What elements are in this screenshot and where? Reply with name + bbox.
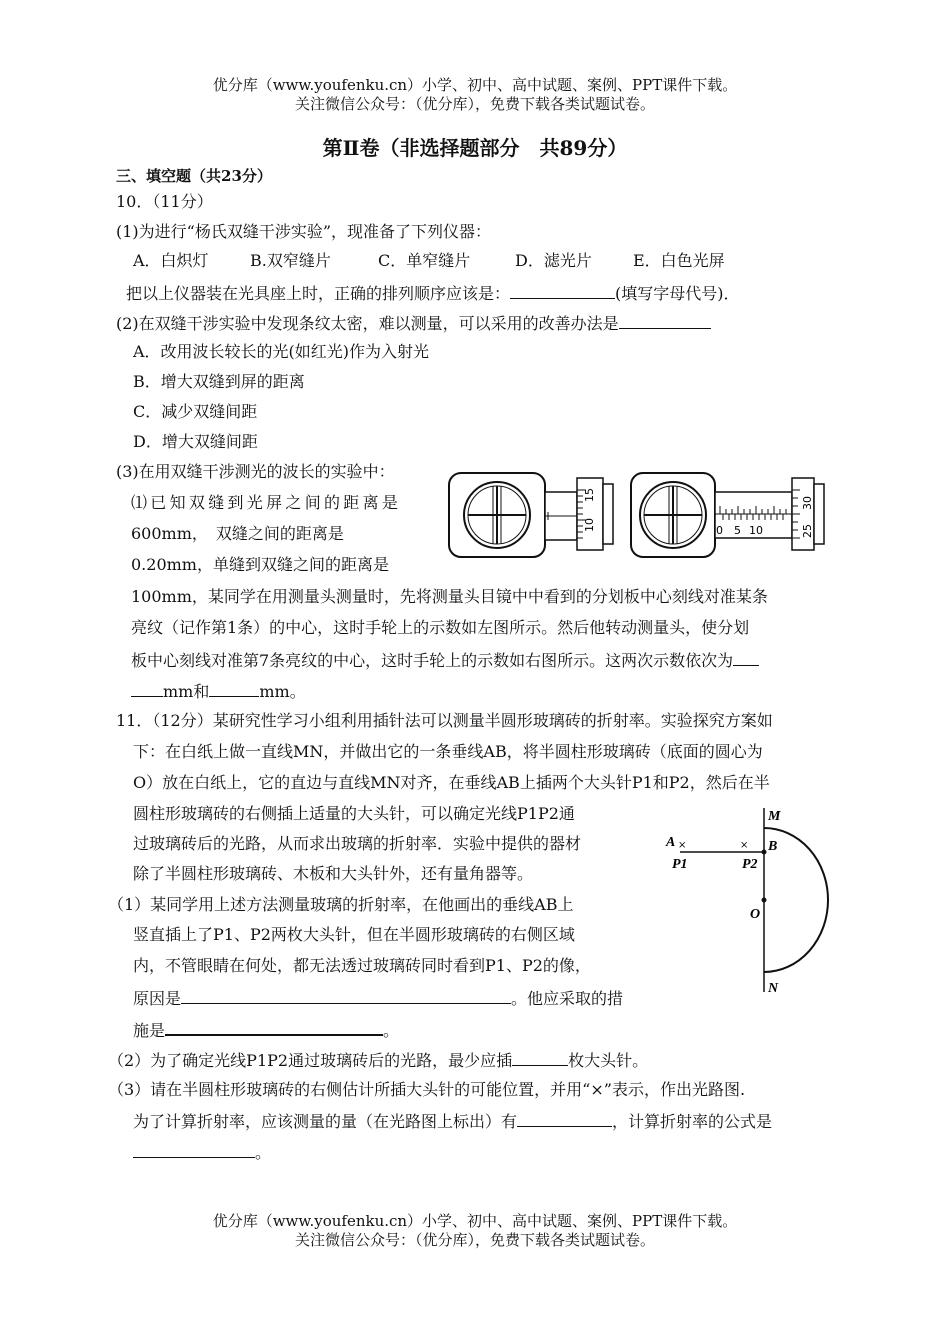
q10-p2-option-c: C．减少双缝间距 — [133, 402, 258, 421]
q10-p1-option-e: E．白色光屏 — [633, 251, 725, 270]
q11-line-1: 11．（12分）某研究性学习小组利用插针法可以测量半圆形玻璃砖的折射率。实验探究方案如 — [116, 711, 773, 730]
micrometer-right-figure — [628, 470, 828, 560]
label-n: N — [768, 981, 779, 996]
q11-s3-text-a: 为了计算折射率，应该测量的量（在光路图上标出）有 — [133, 1112, 518, 1131]
q10-p1-ask — [126, 282, 740, 304]
page-title: 第Ⅱ卷（非选择题部分 共89分） — [322, 136, 628, 160]
answer-blank-reading-2[interactable] — [209, 680, 259, 697]
q11-s2-text-b: 枚大头针。 — [568, 1051, 649, 1070]
answer-blank-measure[interactable] — [165, 1018, 383, 1036]
footer-line-1: 优分库（www.youfenku.cn）小学、初中、高中试题、案例、PPT课件下载。 — [212, 1212, 738, 1230]
q10-p3-line-5: 亮纹（记作第1条）的中心，这时手轮上的示数如左图所示。然后他转动测量头，使分划 — [131, 618, 750, 637]
q11-s3-line-1: （3）请在半圆柱形玻璃砖的右侧估计所插大头针的可能位置，并用“×”表示，作出光路图. — [108, 1080, 746, 1099]
header-line-1: 优分库（www.youfenku.cn）小学、初中、高中试题、案例、PPT课件下载。 — [212, 76, 738, 94]
q10-p3-line-6-row — [131, 649, 759, 671]
q10-p3-unit-2: mm。 — [259, 682, 306, 701]
semicircle-glass-figure — [660, 800, 840, 1000]
micrometer-right-tick-10: 10 — [749, 524, 763, 537]
label-o: O — [750, 907, 761, 922]
q10-p1-option-a: A．白炽灯 — [133, 251, 209, 270]
label-p1: P1 — [672, 857, 688, 872]
answer-blank-reading-1a[interactable] — [733, 649, 759, 666]
q11-s2-line — [108, 1049, 648, 1071]
label-m: M — [768, 809, 781, 824]
q10-p1-option-b: B.双窄缝片 — [250, 251, 331, 270]
q10-p2-option-a: A．改用波长较长的光(如红光)作为入射光 — [133, 342, 430, 361]
pin-p1-mark: × — [678, 840, 687, 851]
q11-s1-line-1: （1）某同学用上述方法测量玻璃的折射率，在他画出的垂线AB上 — [108, 895, 574, 914]
q11-line-3: O）放在白纸上，它的直边与直线MN对齐，在垂线AB上插两个大头针P1和P2，然后在半 — [133, 773, 770, 792]
q10-p2-option-d: D．增大双缝间距 — [133, 432, 258, 451]
q11-s3-line-3 — [133, 1141, 271, 1163]
footer-line-2: 关注微信公众号：（优分库），免费下载各类试题试卷。 — [294, 1231, 655, 1249]
micrometer-left-tick-15: 15 — [583, 488, 596, 502]
q11-line-2: 下：在白纸上做一直线MN，并做出它的一条垂线AB，将半圆柱形玻璃砖（底面的圆心为 — [133, 742, 763, 761]
answer-blank-improve[interactable] — [619, 312, 711, 329]
q11-s1-reason-label: 原因是 — [133, 989, 182, 1008]
q11-s1-line-2: 竖直插上了P1、P2两枚大头针，但在半圆形玻璃砖的右侧区域 — [133, 925, 575, 944]
q10-p3-line-7 — [131, 680, 306, 702]
q11-s1-line-5 — [133, 1018, 399, 1041]
micrometer-left-figure — [446, 470, 616, 560]
q11-line-4: 圆柱形玻璃砖的右侧插上适量的大头针，可以确定光线P1P2通 — [133, 804, 575, 823]
q11-s1-line-3: 内，不管眼睛在何处，都无法透过玻璃砖同时看到P1、P2的像， — [133, 956, 591, 975]
answer-blank-order[interactable] — [510, 282, 615, 299]
q10-p3-line-3: 0.20mm，单缝到双缝之间的距离是 — [131, 555, 389, 574]
section-heading: 三、填空题（共23分） — [116, 167, 272, 185]
q11-s1-line-4 — [133, 987, 623, 1009]
micrometer-right-tick-0: 0 — [716, 524, 723, 537]
q10-p3-line-6: 板中心刻线对准第7条亮纹的中心，这时手轮上的示数如右图所示。这两次示数依次为 — [131, 651, 734, 670]
q11-line-5: 过玻璃砖后的光路，从而求出玻璃的折射率．实验中提供的器材 — [133, 834, 582, 853]
q10-p3-stem: (3)在用双缝干涉测光的波长的实验中： — [116, 462, 395, 481]
q11-s3-text-b: ，计算折射率的公式是 — [612, 1112, 773, 1131]
q10-p1-option-d: D．滤光片 — [515, 251, 592, 270]
micrometer-right-tick-5: 5 — [734, 524, 741, 537]
header-line-2: 关注微信公众号：（优分库），免费下载各类试题试卷。 — [294, 95, 655, 113]
q10-p3-line-2: 600mm， 双缝之间的距离是 — [131, 524, 344, 543]
q10-head: 10．（11分） — [116, 192, 213, 211]
answer-blank-quantities[interactable] — [517, 1110, 612, 1127]
pin-p2-mark: × — [740, 840, 749, 851]
q10-p3-line-4: 100mm，某同学在用测量头测量时，先将测量头目镜中中看到的分划板中心刻线对准某条 — [131, 587, 768, 606]
q10-p2-stem-row — [116, 312, 711, 334]
label-a: A — [666, 835, 676, 850]
label-p2: P2 — [742, 857, 758, 872]
q10-p3-line-1: ⑴已知双缝到光屏之间的距离是 — [131, 493, 402, 512]
q11-line-6: 除了半圆柱形玻璃砖、木板和大头针外，还有量角器等。 — [133, 864, 534, 883]
q10-p1-ask-a: 把以上仪器装在光具座上时，正确的排列顺序应该是： — [126, 284, 511, 303]
answer-blank-formula[interactable] — [133, 1141, 255, 1158]
q11-s1-measure-label: 。他应采取的措 — [511, 989, 624, 1008]
q10-p3-unit-1: mm和 — [163, 682, 210, 701]
q11-s3-line-2 — [133, 1110, 772, 1132]
label-b: B — [768, 839, 778, 854]
q10-p1-stem: (1)为进行“杨氏双缝干涉实验”，现准备了下列仪器： — [116, 222, 492, 241]
answer-blank-reading-1b[interactable] — [131, 680, 163, 697]
q11-s3-end: 。 — [255, 1143, 272, 1162]
micrometer-left-tick-10: 10 — [583, 518, 596, 532]
q11-s2-text-a: （2）为了确定光线P1P2通过玻璃砖后的光路，最少应插 — [108, 1051, 513, 1070]
q10-p1-option-c: C．单窄缝片 — [378, 251, 471, 270]
answer-blank-pin-count[interactable] — [512, 1049, 568, 1066]
q11-s1-end: 。 — [383, 1021, 400, 1040]
q10-p2-stem: (2)在双缝干涉实验中发现条纹太密，难以测量，可以采用的改善办法是 — [116, 314, 619, 333]
micrometer-right-tick-30: 30 — [801, 496, 814, 510]
answer-blank-reason[interactable] — [181, 987, 511, 1004]
micrometer-right-tick-25: 25 — [801, 524, 814, 538]
q10-p1-ask-b: (填写字母代号)． — [615, 284, 740, 303]
q11-s1-measure-prefix: 施是 — [133, 1021, 166, 1040]
q10-p2-option-b: B．增大双缝到屏的距离 — [133, 372, 305, 391]
